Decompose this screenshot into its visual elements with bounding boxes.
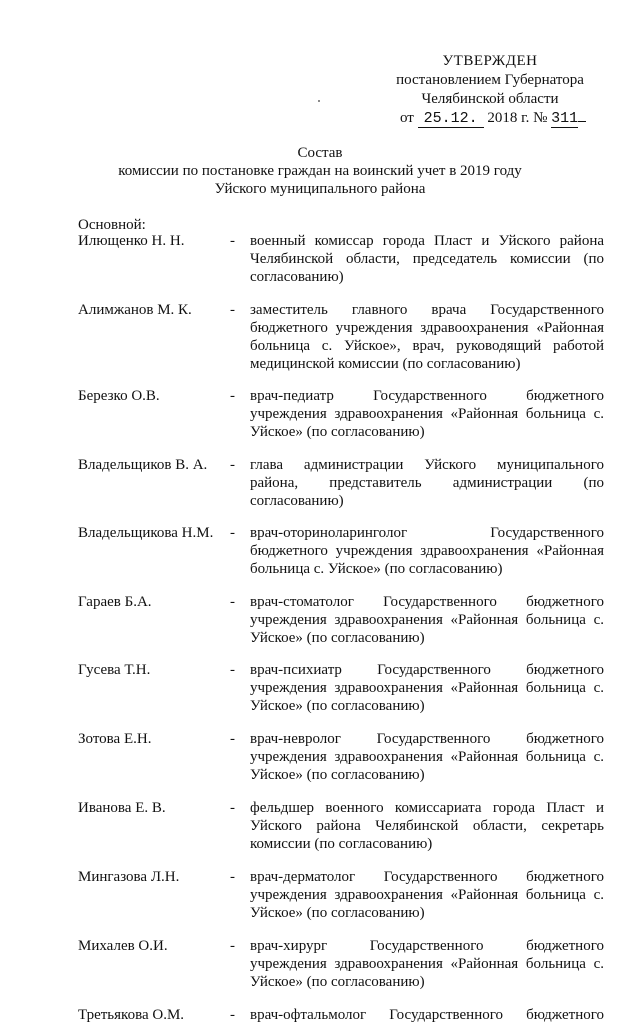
member-dash: - <box>230 525 235 541</box>
member-name: Владельщиков В. А. <box>78 457 208 473</box>
member-dash: - <box>230 731 235 747</box>
members-list <box>78 232 608 1024</box>
member-description: врач-офтальмолог Государственного бюджетного <box>250 1007 604 1023</box>
member-name: Березко О.В. <box>78 388 160 404</box>
member-description: врач-хирург Государственного бюджетного учреждения здравоохранения «Районная больница с. Уйское» (по согласованию) <box>250 938 604 990</box>
member-row <box>78 301 608 373</box>
member-name: Мингазова Л.Н. <box>78 869 180 885</box>
member-description: врач-стоматолог Государственного бюджетного учреждения здравоохранения «Районная больница с. Уйское» (по согласованию) <box>250 594 604 646</box>
heading-line-2: комиссии по постановке граждан на воинский учет в 2019 году <box>118 163 522 179</box>
approval-number-underline-tail <box>578 121 586 122</box>
member-dash: - <box>230 457 235 473</box>
member-dash: - <box>230 800 235 816</box>
member-row <box>78 868 608 922</box>
scan-artifact-dot <box>318 100 320 102</box>
member-row <box>78 937 608 991</box>
member-dash: - <box>230 302 235 318</box>
member-description: врач-дерматолог Государственного бюджетного учреждения здравоохранения «Районная больница с. Уйское» (по согласованию) <box>250 869 604 921</box>
member-name: Зотова Е.Н. <box>78 731 152 747</box>
member-description: военный комиссар города Пласт и Уйского района Челябинской области, председатель комиссии (по согласованию) <box>250 233 604 285</box>
member-dash: - <box>230 233 235 249</box>
member-name: Михалев О.И. <box>78 938 168 954</box>
member-name: Иванова Е. В. <box>78 800 166 816</box>
heading-line-3: Уйского муниципального района <box>214 181 426 197</box>
member-description: заместитель главного врача Государственного бюджетного учреждения здравоохранения «Районная больница с. Уйское», врач, руководящий работой медицинской комиссии (по согласованию) <box>250 302 604 372</box>
member-row <box>78 799 608 853</box>
member-name: Алимжанов М. К. <box>78 302 192 318</box>
approval-block <box>380 52 600 128</box>
approval-line-1: постановлением Губернатора <box>396 72 584 88</box>
section-label-main: Основной: <box>78 217 146 233</box>
member-row <box>78 524 608 578</box>
heading-line-1: Состав <box>297 145 343 161</box>
member-name: Гараев Б.А. <box>78 594 152 610</box>
member-name: Третьякова О.М. <box>78 1007 185 1023</box>
member-description: врач-оториноларинголог Государственного бюджетного учреждения здравоохранения «Районная больница с. Уйское» (по согласованию) <box>250 525 604 577</box>
approval-title: УТВЕРЖДЕН <box>442 53 538 69</box>
approval-line-2: Челябинской области <box>421 91 559 107</box>
member-row <box>78 593 608 647</box>
member-dash: - <box>230 938 235 954</box>
member-row <box>78 730 608 784</box>
member-dash: - <box>230 869 235 885</box>
approval-date-value: 25.12. <box>418 111 484 128</box>
member-dash: - <box>230 594 235 610</box>
document-heading <box>60 144 580 198</box>
member-name: Гусева Т.Н. <box>78 662 151 678</box>
member-row <box>78 232 608 286</box>
approval-date-line <box>380 109 600 128</box>
member-name: Владельщикова Н.М. <box>78 525 214 541</box>
member-row <box>78 387 608 441</box>
member-description: врач-невролог Государственного бюджетного учреждения здравоохранения «Районная больница с. Уйское» (по согласованию) <box>250 731 604 783</box>
member-row <box>78 661 608 715</box>
member-description: глава администрации Уйского муниципального района, представитель администрации (по согласованию) <box>250 457 604 509</box>
member-row <box>78 1006 608 1024</box>
member-description: фельдшер военного комиссариата города Пласт и Уйского района Челябинской области, секретарь комиссии (по согласованию) <box>250 800 604 852</box>
approval-number: 311 <box>551 110 579 127</box>
approval-date-suffix: 2018 г. № <box>487 110 548 126</box>
member-dash: - <box>230 662 235 678</box>
member-row <box>78 456 608 510</box>
member-name: Илющенко Н. Н. <box>78 233 185 249</box>
member-dash: - <box>230 1007 235 1023</box>
approval-date-prefix: от <box>400 110 414 126</box>
member-dash: - <box>230 388 235 404</box>
member-description: врач-психиатр Государственного бюджетного учреждения здравоохранения «Районная больница с. Уйское» (по согласованию) <box>250 662 604 714</box>
member-description: врач-педиатр Государственного бюджетного учреждения здравоохранения «Районная больница с. Уйское» (по согласованию) <box>250 388 604 440</box>
